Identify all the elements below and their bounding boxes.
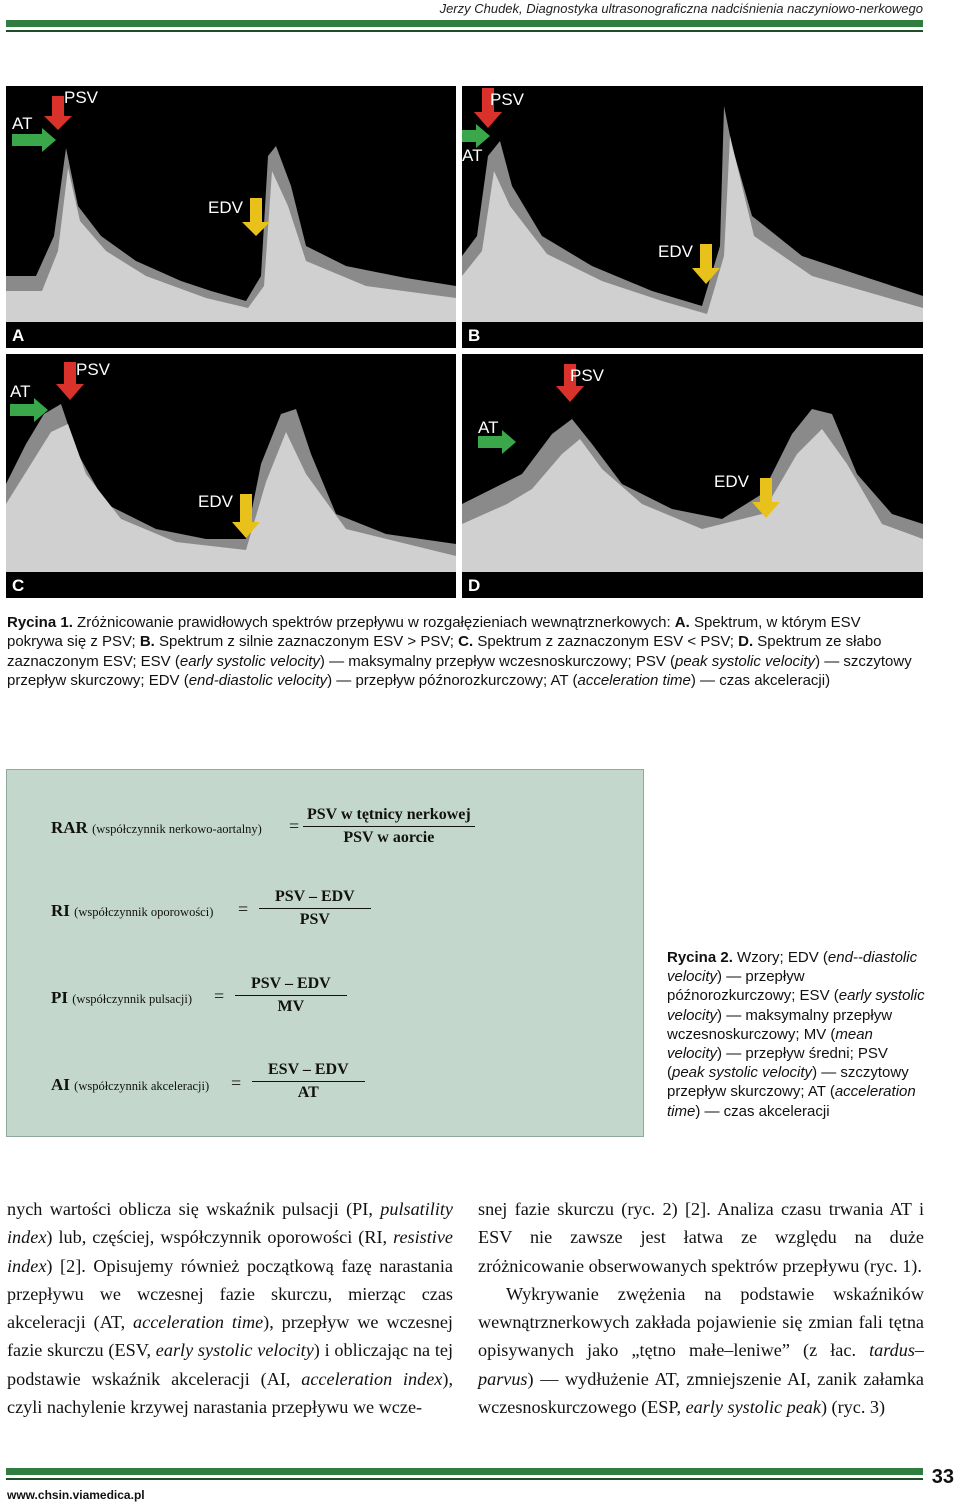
- formula-pi-fraction: PSV – EDV MV: [235, 975, 347, 1016]
- body-paragraph: nych wartości oblicza się wskaźnik pulsacji (PI, pulsatility index) lub, częściej, współczynnik oporowości (RI, resistive index) [2]. Opisujemy również początkową fazę narastania przepływu we wczesnej fazie skurczu, mierząc czas akceleracji (AT, acceleration time), przepływ we wczesnej fazie skurczu (ESV, early systolic velocity) i obliczając na tej podstawie wskaźnik akceleracji (AI, acceleration index), czyli nachylenie krzywej narastania przepływu we wcze-: [7, 1199, 454, 1418]
- at-marker-label: AT: [10, 382, 31, 401]
- spectrum-panel-a: [6, 86, 456, 348]
- body-paragraph: Wykrywanie zwężenia na podstawie wskaźników wewnątrznerkowych zakłada pojawienie się zmian fali tętna opisywanych jako „tętno małe–leniwe” (z łac. tardus–parvus) — wydłużenie AT, zmniejszenie AI, zanik załamka wczesnoskurczowego (ESP, early systolic peak) (ryc. 3): [478, 1283, 924, 1418]
- at-marker-label: AT: [12, 114, 33, 133]
- edv-marker-label: EDV: [208, 198, 243, 217]
- spectrum-panel-b: [462, 86, 923, 348]
- at-marker-label: AT: [478, 418, 499, 437]
- header-title: , Diagnostyka ultrasonograficzna nadciśnienia naczyniowo-nerkowego: [519, 1, 923, 16]
- footer-rule: [6, 1468, 923, 1475]
- formula-ri-fraction: PSV – EDV PSV: [259, 888, 371, 929]
- doppler-spectrum-d: [462, 354, 923, 598]
- formula-rar-label: RAR (współczynnik nerkowo-aortalny): [51, 818, 262, 837]
- doppler-spectrum-c: [6, 354, 456, 598]
- formula-rar-fraction: PSV w tętnicy nerkowej PSV w aorcie: [303, 806, 475, 847]
- psv-marker-label: PSV: [570, 366, 605, 385]
- formula-ri-equals: =: [238, 899, 249, 919]
- edv-marker-label: EDV: [658, 242, 693, 261]
- spectrum-panel-c: [6, 354, 456, 598]
- caption-lead: Rycina 2.: [667, 949, 733, 966]
- psv-marker-label: PSV: [64, 88, 99, 107]
- header-rule-thin: [6, 30, 923, 32]
- body-column-right: [478, 1195, 924, 1421]
- figure-1-caption: Rycina 1. Zróżnicowanie prawidłowych spektrów przepływu w rozgałęzieniach wewnątrznerkowych: A. Spektrum, w którym ESV pokrywa się z PSV; B. Spektrum z silnie zaznaczonym ESV > PSV; C. Spektrum z zaznaczonym ESV < PSV; D. Spektrum ze słabo zaznaczonym ESV; ESV (early systolic velocity) — maksymalny przepływ wczesnoskurczowy; PSV (peak systolic velocity) — szczytowy przepływ skurczowy; EDV (end-diastolic velocity) — przepływ późnorozkurczowy; AT (acceleration time) — czas akceleracji): [7, 614, 912, 690]
- formula-pi-equals: =: [214, 986, 225, 1006]
- running-header: [440, 1, 923, 16]
- panel-label-c: C: [12, 576, 25, 595]
- formula-pi-label: PI (współczynnik pulsacji): [51, 988, 193, 1007]
- formula-ri-label: RI (współczynnik oporowości): [51, 901, 214, 920]
- panel-label-b: B: [468, 326, 481, 345]
- formula-ai-label: AI (współczynnik akceleracji): [51, 1075, 210, 1094]
- footer-url[interactable]: www.chsin.viamedica.pl: [7, 1488, 145, 1502]
- caption-lead: Rycina 1.: [7, 614, 73, 631]
- psv-marker-label: PSV: [76, 360, 111, 379]
- header-author: Jerzy Chudek: [439, 1, 520, 16]
- figure-2-caption: Rycina 2. Wzory; EDV (end--diastolic velocity) — przepływ późnorozkurczowy; ESV (early systolic velocity) — maksymalny przepływ wczesnoskurczowy; MV (mean velocity) — przepływ średni; PSV (peak systolic velocity) — szczytowy przepływ skurczowy; AT (acceleration time) — czas akceleracji: [667, 949, 925, 1120]
- edv-marker-label: EDV: [198, 492, 233, 511]
- psv-marker-label: PSV: [490, 90, 525, 109]
- panel-label-a: A: [12, 326, 25, 345]
- formula-rar-equals: =: [289, 816, 300, 836]
- at-marker-label: AT: [462, 146, 483, 165]
- page-number: 33: [931, 1466, 954, 1488]
- formula-box: [6, 769, 644, 1137]
- formula-ai-fraction: ESV – EDV AT: [252, 1061, 365, 1102]
- doppler-spectrum-b: [462, 86, 923, 348]
- edv-marker-label: EDV: [714, 472, 749, 491]
- body-paragraph: snej fazie skurczu (ryc. 2) [2]. Analiza czasu trwania AT i ESV nie zawsze jest łatwa ze względu na duże zróżnicowanie obserwowanych spektrów przepływu (ryc. 1).: [478, 1199, 924, 1276]
- spectrum-panel-d: [462, 354, 923, 598]
- footer-rule-thin: [6, 1478, 923, 1480]
- formula-ai-equals: =: [231, 1073, 242, 1093]
- header-rule: [6, 20, 923, 27]
- body-column-left: [7, 1195, 453, 1421]
- panel-label-d: D: [468, 576, 481, 595]
